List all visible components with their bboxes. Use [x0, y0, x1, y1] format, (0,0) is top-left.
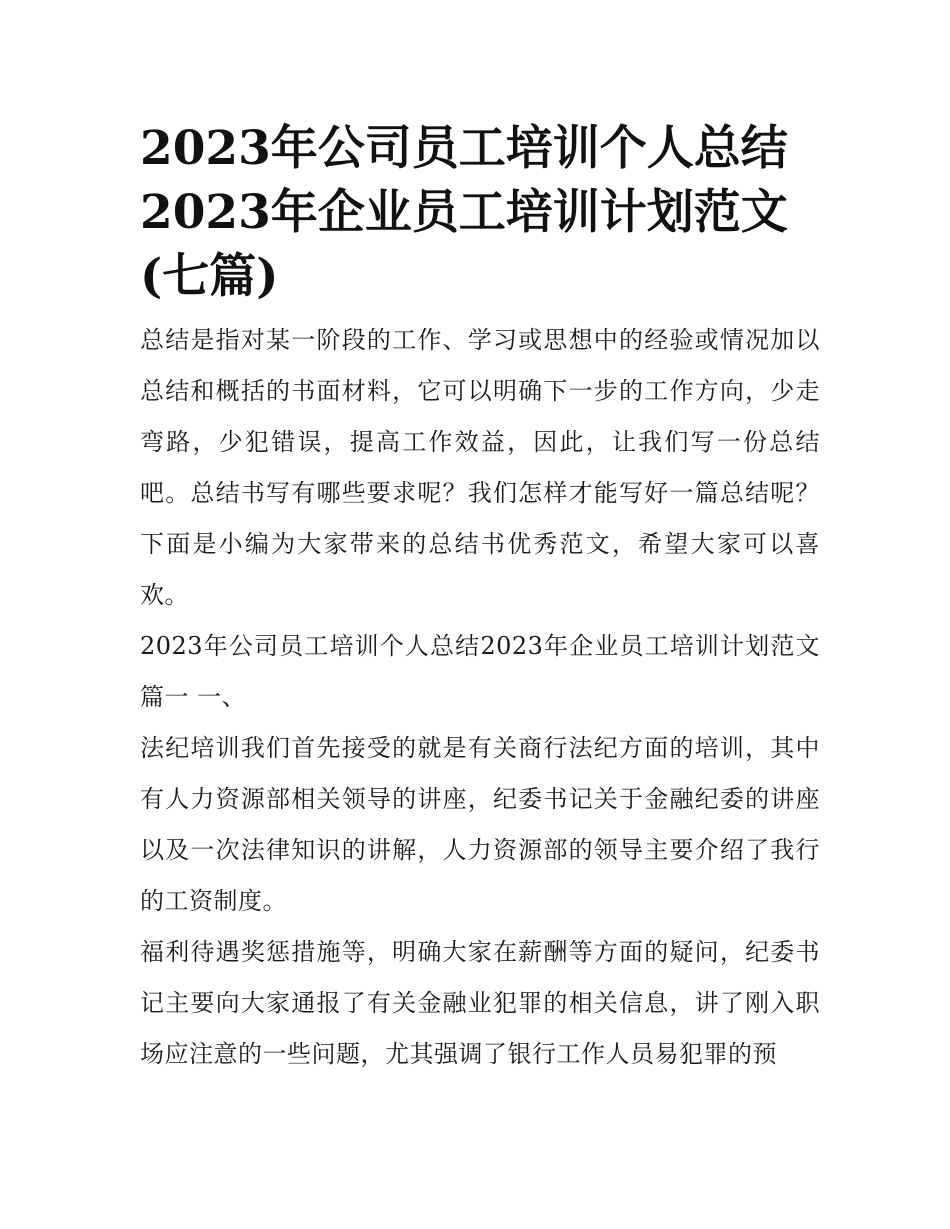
document-title: 2023年公司员工培训个人总结2023年企业员工培训计划范文(七篇) — [140, 121, 788, 304]
body-paragraph-law-training: 法纪培训我们首先接受的就是有关商行法纪方面的培训，其中有人力资源部相关领导的讲座，纪委书记关于金融纪委的讲座以及一次法律知识的讲解，人力资源部的领导主要介绍了我行的工资制度。 — [140, 734, 820, 915]
body-paragraph-benefits: 福利待遇奖惩措施等，明确大家在薪酬等方面的疑问，纪委书记主要向大家通报了有关金融业犯罪的相关信息，讲了刚入职场应注意的一些问题，尤其强调了银行工作人员易犯罪的预 — [140, 938, 820, 1068]
document-page — [140, 117, 820, 1080]
section-heading: 2023年公司员工培训个人总结2023年企业员工培训计划范文篇一 一、 — [140, 632, 820, 711]
intro-paragraph: 总结是指对某一阶段的工作、学习或思想中的经验或情况加以总结和概括的书面材料，它可以明确下一步的工作方向，少走弯路，少犯错误，提高工作效益，因此，让我们写一份总结吧。总结书写有哪些要求呢？我们怎样才能写好一篇总结呢？下面是小编为大家带来的总结书优秀范文，希望大家可以喜欢。 — [140, 326, 820, 609]
